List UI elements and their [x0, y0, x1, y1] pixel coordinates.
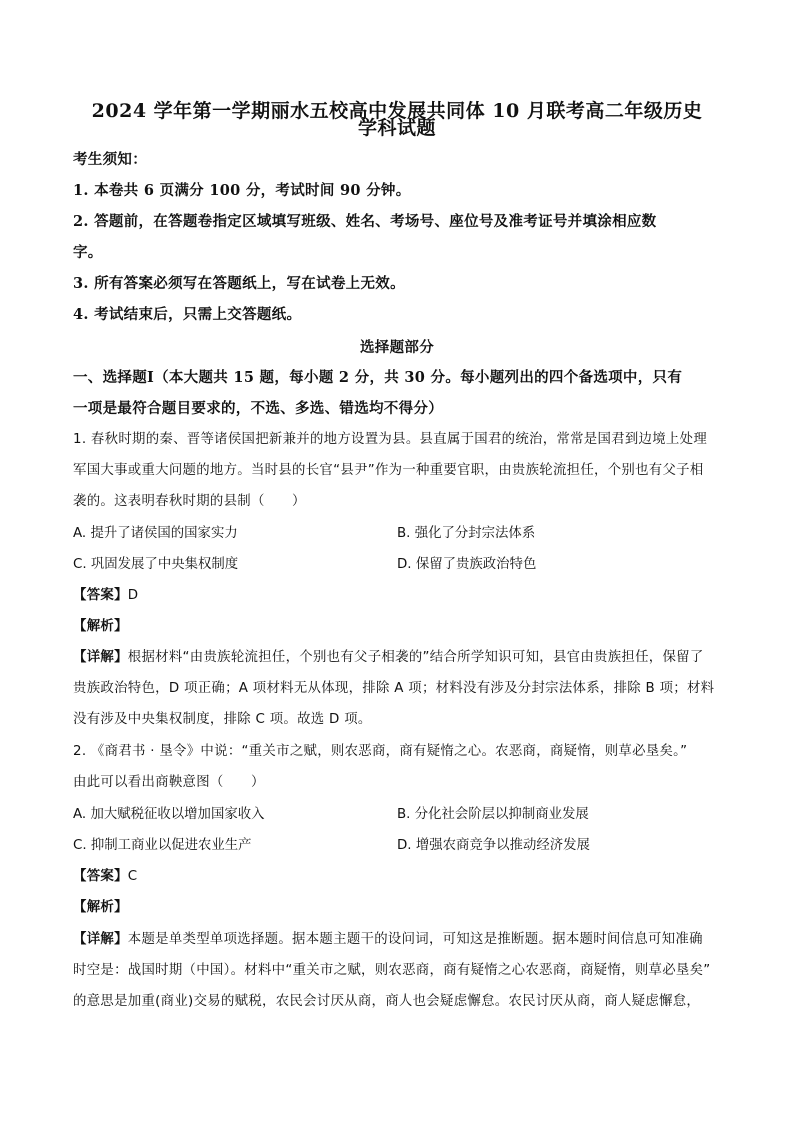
detail-text: 本题是单类型单项选择题。据本题主题干的设问词，可知这是推断题。据本题时间信息可知准确: [127, 932, 703, 947]
q1-detail: 没有涉及中央集权制度，排除 C 项。故选 D 项。: [73, 712, 372, 727]
q2-option-d: D. 增强农商竞争以推动经济发展: [397, 838, 590, 853]
q1-option-d: D. 保留了贵族政治特色: [397, 557, 537, 572]
notice-heading: 考生须知：: [73, 151, 147, 168]
q2-detail: [73, 930, 723, 950]
notice-item: 1. 本卷共 6 页满分 100 分，考试时间 90 分钟。: [73, 182, 411, 199]
notice-item: 2. 答题前，在答题卷指定区域填写班级、姓名、考场号、座位号及准考证号并填涂相应数: [73, 213, 657, 230]
q1-option-b: B. 强化了分封宗法体系: [397, 526, 536, 541]
q1-answer: [73, 586, 723, 606]
section-instruction: 一项是最符合题目要求的，不选、多选、错选均不得分）: [73, 400, 443, 417]
q1-detail: 贵族政治特色，D 项正确；A 项材料无从体现，排除 A 项；材料没有涉及分封宗法体系，排除 B 项；材料: [73, 681, 715, 696]
exam-title-line1: 2024 学年第一学期丽水五校高中发展共同体 10 月联考高二年级历史: [91, 100, 703, 122]
q1-option-c: C. 巩固发展了中央集权制度: [73, 557, 239, 572]
q1-option-a: A. 提升了诸侯国的国家实力: [73, 526, 238, 541]
answer-value: C: [127, 869, 138, 884]
q2-option-b: B. 分化社会阶层以抑制商业发展: [397, 807, 589, 822]
analysis-label: 【解析】: [73, 900, 128, 915]
detail-text: 根据材料“由贵族轮流担任，个别也有父子相袭的”结合所学知识可知，县官由贵族担任，保留了: [127, 650, 704, 665]
notice-item: 字。: [73, 244, 103, 261]
q1-analysis-label: [73, 617, 723, 637]
q2-stem: 2. 《商君书 · 垦令》中说：“重关市之赋，则农恶商，商有疑惰之心。农恶商，商疑惰，则草必垦矣。”: [73, 744, 688, 759]
q2-answer: [73, 867, 723, 887]
answer-value: D: [127, 588, 139, 603]
answer-label: 【答案】: [73, 588, 128, 603]
q2-detail: 时空是：战国时期（中国）。材料中“重关市之赋，则农恶商，商有疑惰之心农恶商，商疑惰，则草必垦矣”: [73, 963, 711, 978]
q2-option-c: C. 抑制工商业以促进农业生产: [73, 838, 252, 853]
section-instruction: 一、选择题Ⅰ（本大题共 15 题，每小题 2 分，共 30 分。每小题列出的四个备选项中，只有: [73, 369, 683, 386]
section-title: 选择题部分: [360, 339, 434, 356]
detail-label: 【详解】: [73, 932, 128, 947]
q1-stem: 袭的。这表明春秋时期的县制（ ）: [73, 494, 306, 509]
analysis-label: 【解析】: [73, 619, 128, 634]
answer-label: 【答案】: [73, 869, 128, 884]
q2-option-a: A. 加大赋税征收以增加国家收入: [73, 807, 265, 822]
detail-label: 【详解】: [73, 650, 128, 665]
q2-stem: 由此可以看出商鞅意图（ ）: [73, 775, 265, 790]
q2-analysis-label: [73, 898, 723, 918]
q1-stem: 1. 春秋时期的秦、晋等诸侯国把新兼并的地方设置为县。县直属于国君的统治，常常是国君到边境上处理: [73, 432, 708, 447]
notice-item: 4. 考试结束后，只需上交答题纸。: [73, 306, 302, 323]
q1-stem: 军国大事或重大问题的地方。当时县的长官“县尹”作为一种重要官职，由贵族轮流担任，个别也有父子相: [73, 463, 704, 478]
q2-detail: 的意思是加重(商业)交易的赋税，农民会讨厌从商，商人也会疑虑懈怠。农民讨厌从商，商人疑虑懈怠，: [73, 994, 701, 1009]
notice-item: 3. 所有答案必须写在答题纸上，写在试卷上无效。: [73, 275, 405, 292]
exam-title-line2: 学科试题: [357, 117, 436, 139]
q1-detail: [73, 648, 723, 668]
